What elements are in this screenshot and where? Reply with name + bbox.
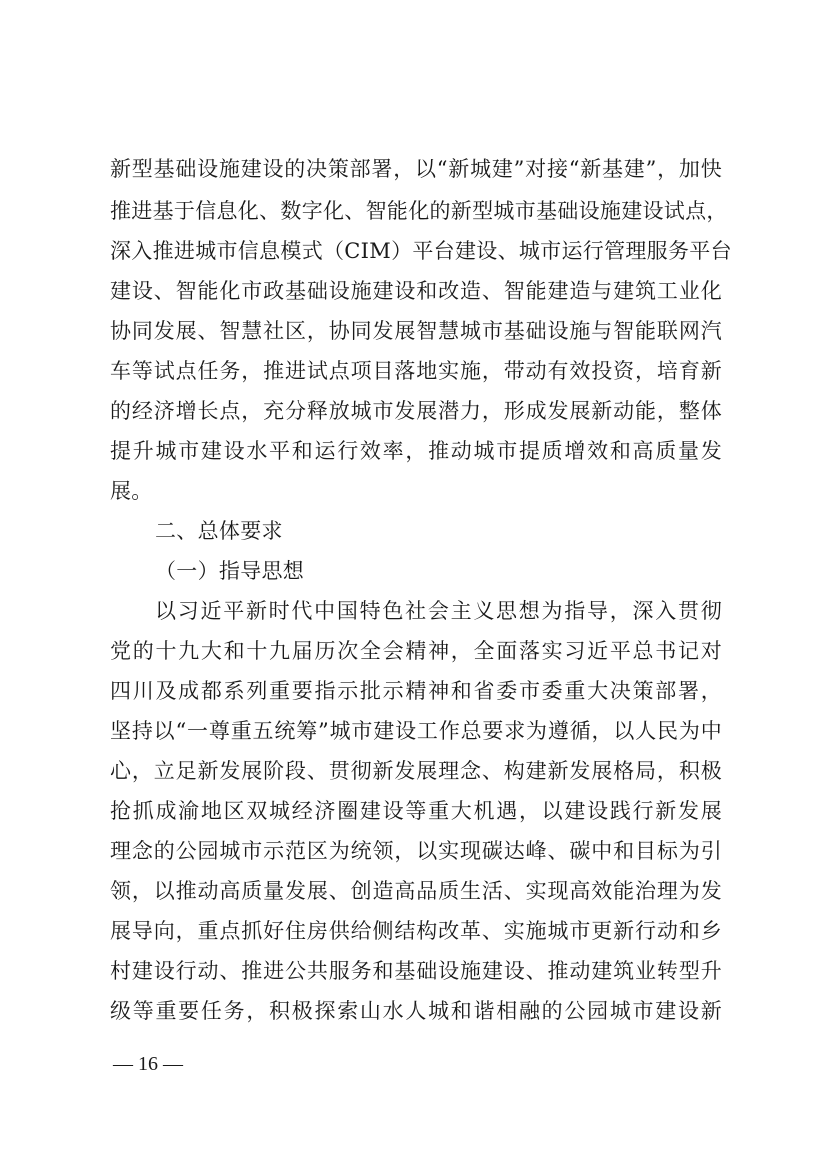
body-text-line: 的经济增长点，充分释放城市发展潜力，形成发展新动能，整体 — [110, 399, 722, 423]
body-text-line: 展。 — [110, 479, 153, 503]
body-text-line: 级等重要任务，积极探索山水人城和谐相融的公园城市建设新 — [110, 999, 722, 1023]
body-text-line: 推进基于信息化、数字化、智能化的新型城市基础设施建设试点， — [110, 199, 728, 223]
body-text-line: 村建设行动、推进公共服务和基础设施建设、推动建筑业转型升 — [110, 959, 722, 983]
section-heading: 二、总体要求 — [155, 519, 283, 543]
body-text-line: 深入推进城市信息模式（CIM）平台建设、城市运行管理服务平台 — [110, 239, 732, 263]
body-text-line: 建设、智能化市政基础设施建设和改造、智能建造与建筑工业化 — [110, 279, 722, 303]
body-text-line: 四川及成都系列重要指示批示精神和省委市委重大决策部署， — [110, 679, 722, 703]
body-text-line: 坚持以“一尊重五统筹”城市建设工作总要求为遵循，以人民为中 — [110, 719, 722, 743]
body-text-line: 抢抓成渝地区双城经济圈建设等重大机遇，以建设践行新发展 — [110, 799, 722, 823]
body-text-line: 领，以推动高质量发展、创造高品质生活、实现高效能治理为发 — [110, 879, 722, 903]
body-text-line: 展导向，重点抓好住房供给侧结构改革、实施城市更新行动和乡 — [110, 919, 722, 943]
body-text-line: 党的十九大和十九届历次全会精神，全面落实习近平总书记对 — [110, 639, 722, 663]
body-text-line: 新型基础设施建设的决策部署，以“新城建”对接“新基建”，加快 — [110, 157, 722, 181]
page-number: — 16 — — [113, 1053, 183, 1075]
body-text-line: 心，立足新发展阶段、贯彻新发展理念、构建新发展格局，积极 — [110, 759, 722, 783]
body-text-line: 车等试点任务，推进试点项目落地实施，带动有效投资，培育新 — [110, 359, 722, 383]
body-text-line: 提升城市建设水平和运行效率，推动城市提质增效和高质量发 — [110, 439, 722, 463]
body-text-line: 理念的公园城市示范区为统领，以实现碳达峰、碳中和目标为引 — [110, 839, 722, 863]
body-text-line: 协同发展、智慧社区，协同发展智慧城市基础设施与智能联网汽 — [110, 319, 722, 343]
subsection-heading: （一）指导思想 — [155, 559, 305, 583]
body-text-line: 以习近平新时代中国特色社会主义思想为指导，深入贯彻 — [155, 599, 722, 623]
